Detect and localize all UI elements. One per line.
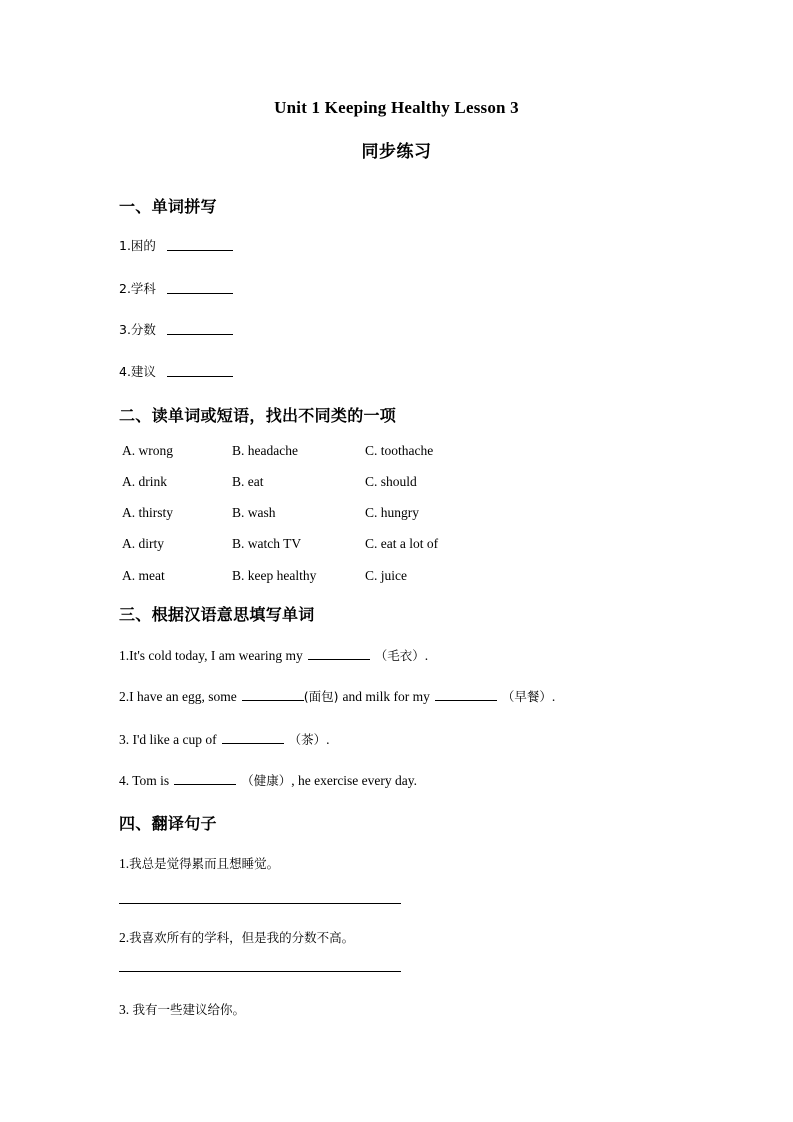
fill-in-hint: （茶） <box>288 732 327 747</box>
translation-item <box>119 1000 245 1018</box>
fill-in-hint: （健康） <box>241 773 292 788</box>
translation-item-number: 1. <box>119 856 130 871</box>
fill-in-blank[interactable] <box>174 771 236 785</box>
fill-in-blank[interactable] <box>242 687 304 701</box>
table-row <box>0 443 793 461</box>
table-row <box>0 536 793 554</box>
choice-option-a[interactable]: A. drink <box>122 474 167 489</box>
choice-option-b[interactable]: B. headache <box>232 443 298 458</box>
translation-item-number: 2. <box>119 930 130 945</box>
choice-option-c[interactable]: C. should <box>365 474 417 489</box>
fill-in-mid: and milk for my <box>342 689 430 704</box>
spelling-answer-blank[interactable] <box>167 293 233 294</box>
choice-option-c[interactable]: C. hungry <box>365 505 419 520</box>
spelling-answer-blank[interactable] <box>167 334 233 335</box>
fill-in-item <box>119 730 330 748</box>
choice-option-a[interactable]: A. wrong <box>122 443 173 458</box>
choice-option-c[interactable]: C. eat a lot of <box>365 536 439 551</box>
choice-option-a[interactable]: A. thirsty <box>122 505 174 520</box>
fill-in-hint: （早餐） <box>501 689 552 704</box>
fill-in-blank[interactable] <box>435 687 497 701</box>
spelling-answer-blank[interactable] <box>167 250 233 251</box>
translation-answer-line[interactable] <box>119 903 401 904</box>
spelling-item <box>119 240 233 253</box>
section-heading-2: 二、读单词或短语，找出不同类的一项 <box>119 406 397 425</box>
translation-item-text: 我有一些建议给你。 <box>132 1002 246 1017</box>
section-heading-3: 三、根据汉语意思填写单词 <box>119 605 315 624</box>
translation-item-text: 我总是觉得累而且想睡觉。 <box>129 856 280 871</box>
table-row <box>0 568 793 586</box>
fill-in-prompt: 1.It's cold today, I am wearing my <box>119 648 303 663</box>
spelling-item-label: 1.困的 <box>119 238 156 253</box>
spelling-item <box>119 366 233 379</box>
fill-in-prompt: 4. Tom is <box>119 773 170 788</box>
translation-item-text: 我喜欢所有的学科，但是我的分数不高。 <box>129 930 355 945</box>
fill-in-tail: . <box>551 689 556 704</box>
fill-in-tail: . <box>326 732 330 747</box>
spelling-item <box>119 283 233 296</box>
fill-in-hint: （毛衣） <box>374 648 425 663</box>
fill-in-prompt: 2.I have an egg, some <box>119 689 237 704</box>
fill-in-tail: , he exercise every day. <box>291 773 418 788</box>
fill-in-item <box>119 646 428 664</box>
choice-option-b[interactable]: B. eat <box>232 474 264 489</box>
fill-in-blank[interactable] <box>308 646 370 660</box>
choice-option-b[interactable]: B. wash <box>232 505 276 520</box>
table-row <box>0 474 793 492</box>
translation-item <box>119 854 279 872</box>
fill-in-tail: . <box>424 648 429 663</box>
choice-option-b[interactable]: B. keep healthy <box>232 568 317 583</box>
page-subtitle: 同步练习 <box>361 142 432 162</box>
section-heading-1: 一、单词拼写 <box>119 197 217 216</box>
fill-in-item <box>119 687 555 705</box>
choice-option-c[interactable]: C. juice <box>365 568 407 583</box>
fill-in-hint: (面包) <box>303 689 339 704</box>
choice-option-b[interactable]: B. watch TV <box>232 536 302 551</box>
choice-option-a[interactable]: A. meat <box>122 568 165 583</box>
translation-item-number: 3. <box>119 1002 133 1017</box>
choice-option-c[interactable]: C. toothache <box>365 443 434 458</box>
spelling-item <box>119 324 233 337</box>
translation-answer-line[interactable] <box>119 971 401 972</box>
spelling-item-label: 4.建议 <box>119 364 156 379</box>
translation-item <box>119 928 354 946</box>
page-title: Unit 1 Keeping Healthy Lesson 3 <box>274 98 519 117</box>
fill-in-blank[interactable] <box>222 730 284 744</box>
fill-in-prompt: 3. I'd like a cup of <box>119 732 217 747</box>
spelling-item-label: 3.分数 <box>119 322 156 337</box>
spelling-answer-blank[interactable] <box>167 376 233 377</box>
table-row <box>0 505 793 523</box>
section-heading-4: 四、翻译句子 <box>119 814 217 833</box>
spelling-item-label: 2.学科 <box>119 281 156 296</box>
fill-in-item <box>119 771 417 789</box>
choice-option-a[interactable]: A. dirty <box>122 536 164 551</box>
